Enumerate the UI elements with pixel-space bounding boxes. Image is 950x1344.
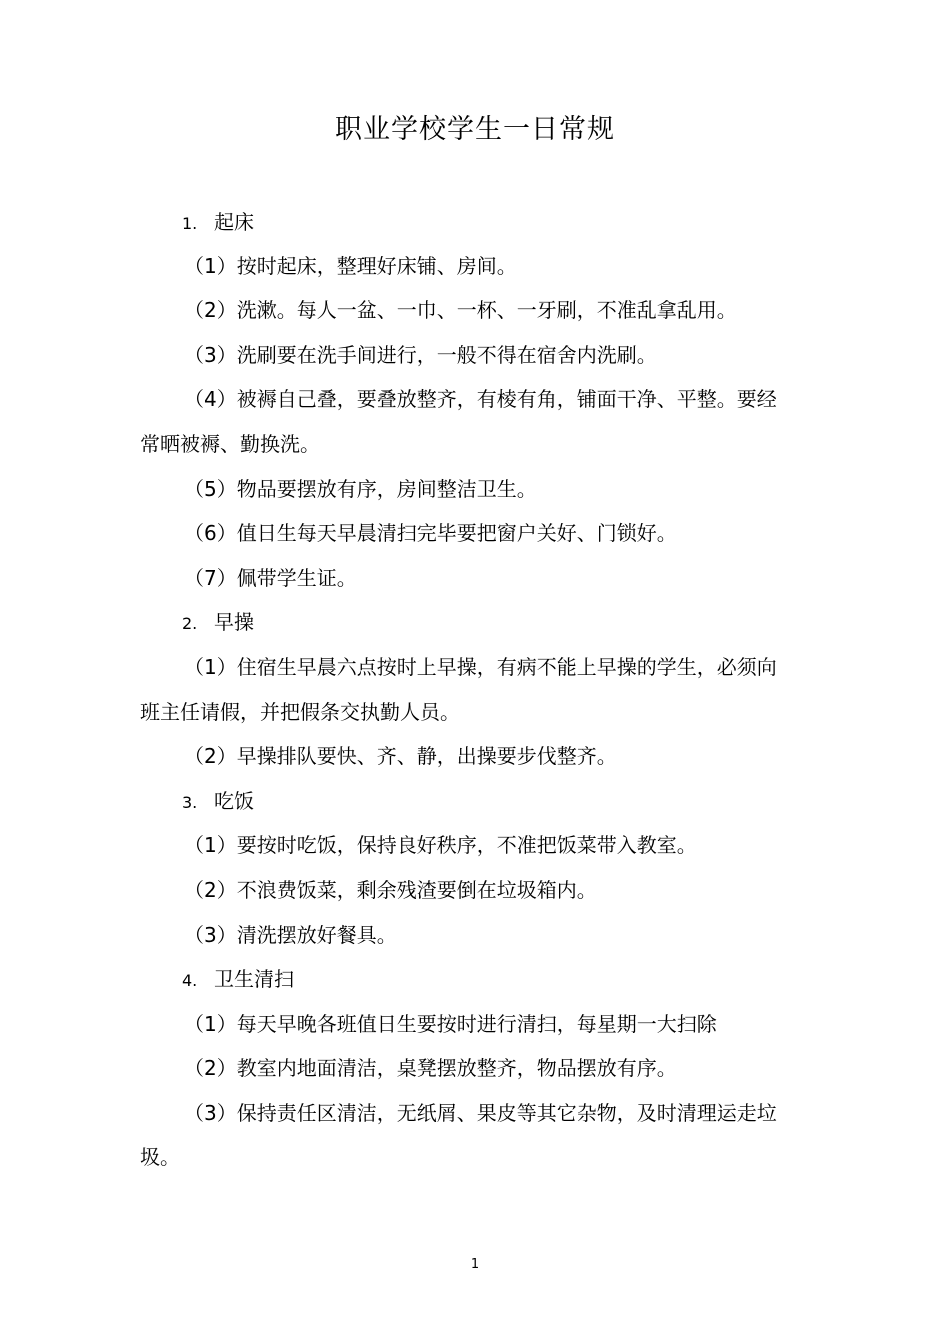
section-number: 1. [182,214,198,233]
section-title: 早操 [214,610,254,634]
page-number: 1 [470,1257,480,1272]
section-heading-1 [140,207,872,239]
section-number: 4. [182,971,198,990]
paragraph-line: （7）佩带学生证。 [184,566,357,590]
paragraph-line: （4）被褥自己叠，要叠放整齐，有棱有角，铺面干净、平整。要经 [184,387,777,411]
paragraph-line: （3）洗刷要在洗手间进行，一般不得在宿舍内洗刷。 [184,343,657,367]
paragraph-line: （1）住宿生早晨六点按时上早操，有病不能上早操的学生，必须向 [184,655,777,679]
paragraph-line: （1）每天早晚各班值日生要按时进行清扫，每星期一大扫除 [184,1012,717,1036]
paragraph-line: （2）洗漱。每人一盆、一巾、一杯、一牙刷，不准乱拿乱用。 [184,298,737,322]
paragraph-line: （2）教室内地面清洁，桌凳摆放整齐，物品摆放有序。 [184,1056,677,1080]
section-title: 起床 [214,210,254,234]
paragraph-line: （2）不浪费饭菜，剩余残渣要倒在垃圾箱内。 [184,878,597,902]
paragraph-line: （3）清洗摆放好餐具。 [184,923,397,947]
paragraph-line: （2）早操排队要快、齐、静，出操要步伐整齐。 [184,744,617,768]
document-title: 职业学校学生一日常规 [335,114,615,145]
paragraph-line: （5）物品要摆放有序，房间整洁卫生。 [184,477,537,501]
paragraph-line: （3）保持责任区清洁，无纸屑、果皮等其它杂物，及时清理运走垃 [184,1101,777,1125]
paragraph-line: （6）值日生每天早晨清扫完毕要把窗户关好、门锁好。 [184,521,677,545]
paragraph-line: （1）按时起床，整理好床铺、房间。 [184,254,517,278]
section-title: 卫生清扫 [214,967,294,991]
paragraph-line-continuation: 班主任请假，并把假条交执勤人员。 [140,700,460,724]
section-title: 吃饭 [214,789,254,813]
section-number: 2. [182,614,198,633]
paragraph-line-continuation: 圾。 [140,1145,180,1169]
section-heading-4 [140,964,872,996]
paragraph-line-continuation: 常晒被褥、勤换洗。 [140,432,320,456]
section-number: 3. [182,793,198,812]
section-heading-2 [140,607,872,639]
section-heading-3 [140,786,872,818]
paragraph-line: （1）要按时吃饭，保持良好秩序，不准把饭菜带入教室。 [184,833,697,857]
